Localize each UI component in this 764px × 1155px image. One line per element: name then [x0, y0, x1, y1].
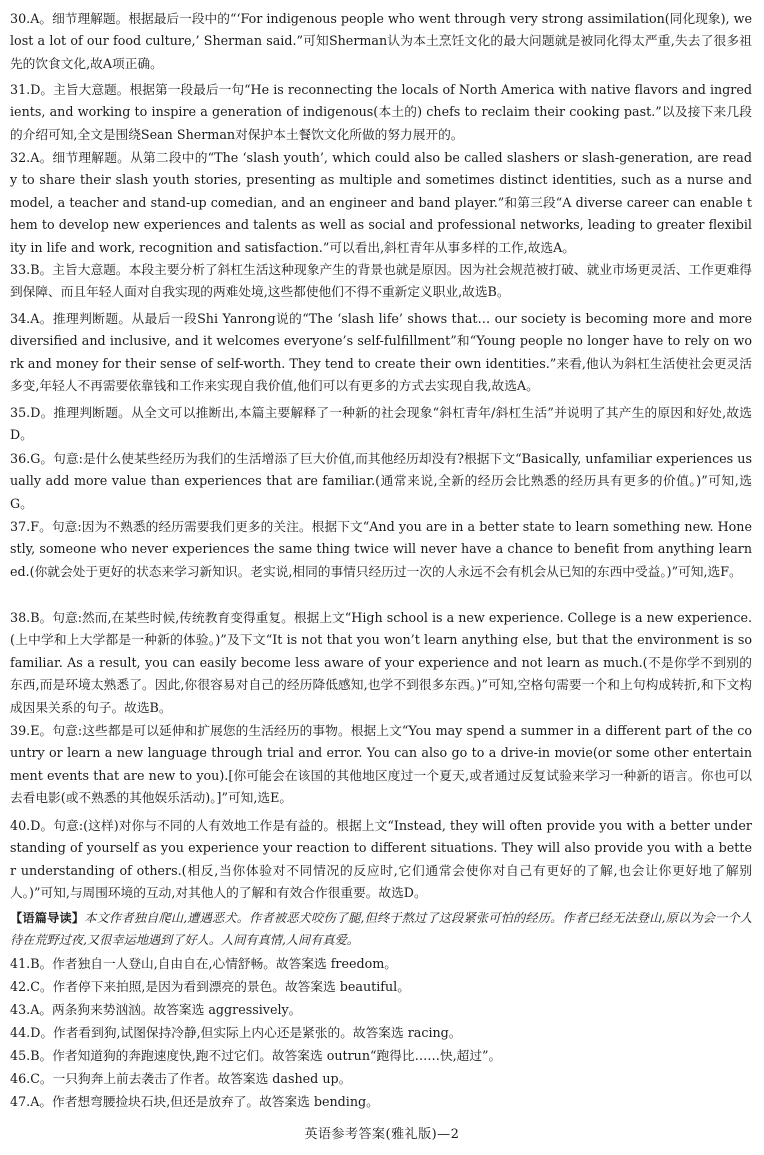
- answer-42: [10, 976, 752, 998]
- answer-number: 39.: [10, 723, 31, 738]
- answer-46: [10, 1068, 752, 1090]
- answer-30: [10, 8, 752, 75]
- answer-37: [10, 516, 752, 583]
- answer-number: 33.: [10, 262, 31, 277]
- answer-number: 40.: [10, 818, 31, 833]
- answer-text: D。句意:(这样)对你与不同的人有效地工作是有益的。根据上文“Instead, they will often provide you with a better understanding of yourself as you experience your reaction to different situations. They will also provide you with a better understanding of others.(相反,当你体验对不同情况的反应时,它们通常会使你对自己有更好的了解,也会让你更好地了解别人。)”可知,与周围环境的互动,对其他人的了解和有效合作很重要。故选D。: [10, 818, 752, 901]
- answer-39: [10, 720, 752, 810]
- answer-number: 37.: [10, 519, 31, 534]
- passage-guide-body: 本文作者独自爬山,遭遇恶犬。作者被恶犬咬伤了腿,但终于熬过了这段紧张可怕的经历。作者已经无法登山,原以为会一个人待在荒野过夜,又很幸运地遇到了好人。人间有真情,人间有真爱。: [10, 911, 753, 948]
- answer-text: G。句意:是什么使某些经历为我们的生活增添了巨大价值,而其他经历却没有?根据下文“Basically, unfamiliar experiences usually add more value than experiences that are familiar.(通常来说,全新的经历会比熟悉的经历具有更多的价值。)”可知,选G。: [10, 451, 752, 511]
- answer-text: A。两条狗来势汹汹。故答案选 aggressively。: [30, 1002, 302, 1017]
- answer-text: D。主旨大意题。根据第一段最后一句“He is reconnecting the locals of North America with native flavors and ingredients, and working to inspire a generation of indigenous(本土的) chefs to reclaim their cooking past.”以及接下来几段的介绍可知,全文是围绕Sean Sherman对保护本土餐饮文化所做的努力展开的。: [10, 82, 752, 142]
- answer-41: [10, 953, 752, 975]
- answer-number: 47.: [10, 1094, 31, 1109]
- answer-45: [10, 1045, 752, 1067]
- answer-text: F。句意:因为不熟悉的经历需要我们更多的关注。根据下文“And you are in a better state to learn something new. Honestly, someone who never experiences the same thing twice will never have a chance to benefit from anything learned.(你就会处于更好的状态来学习新知识。老实说,相同的事情只经历过一次的人永远不会有机会从已知的东西中受益。)”可知,选F。: [10, 519, 752, 579]
- answer-number: 36.: [10, 451, 31, 466]
- answer-43: [10, 999, 752, 1021]
- answer-number: 32.: [10, 150, 31, 165]
- answer-text: D。作者看到狗,试图保持冷静,但实际上内心还是紧张的。故答案选 racing。: [30, 1025, 462, 1040]
- page-footer: 英语参考答案(雅礼版)—2: [304, 1127, 460, 1142]
- answer-text: D。推理判断题。从全文可以推断出,本篇主要解释了一种新的社会现象“斜杠青年/斜杠生活”并说明了其产生的原因和好处,故选D。: [10, 405, 752, 443]
- answer-text: B。作者知道狗的奔跑速度快,跑不过它们。故答案选 outrun“跑得比……快,超过”。: [30, 1048, 502, 1063]
- answer-number: 44.: [10, 1025, 31, 1040]
- answer-text: B。主旨大意题。本段主要分析了斜杠生活这种现象产生的背景也就是原因。因为社会规范被打破、就业市场更灵活、工作更难得到保障、而且年轻人面对自我实现的两难处境,这些都使他们不得不重新定义职业,故选B。: [10, 262, 752, 300]
- answer-number: 41.: [10, 956, 31, 971]
- answer-number: 35.: [10, 405, 31, 420]
- answer-number: 43.: [10, 1002, 31, 1017]
- answer-number: 30.: [10, 11, 31, 26]
- answer-text: A。作者想弯腰捡块石块,但还是放弃了。故答案选 bending。: [30, 1094, 379, 1109]
- answer-35: [10, 402, 752, 447]
- answer-number: 34.: [10, 311, 31, 326]
- passage-guide: [10, 907, 752, 952]
- answer-47: [10, 1091, 752, 1113]
- answer-number: 31.: [10, 82, 31, 97]
- passage-guide-title: 【语篇导读】: [10, 911, 85, 925]
- answer-text: E。句意:这些都是可以延伸和扩展您的生活经历的事物。根据上文“You may spend a summer in a different part of the country or learn a new language through trial and error. You can also go to a drive-in movie(or some other entertainment events that are new to you).[你可能会在该国的其他地区度过一个夏天,或者通过反复试验来学习一种新的语言。你也可以去看电影(或不熟悉的其他娱乐活动)。]”可知,选E。: [10, 723, 752, 806]
- answer-34: [10, 308, 752, 398]
- answer-text: C。作者停下来拍照,是因为看到漂亮的景色。故答案选 beautiful。: [30, 979, 410, 994]
- answer-36: [10, 448, 752, 515]
- answer-text: C。一只狗奔上前去袭击了作者。故答案选 dashed up。: [30, 1071, 352, 1086]
- answer-38: [10, 607, 752, 719]
- answer-text: A。细节理解题。根据最后一段中的“‘For indigenous people who went through very strong assimilation(同化现象), we lost a lot of our food culture,’ Sherman said.”可知Sherman认为本土烹饪文化的最大问题就是被同化得太严重,失去了很多祖先的饮食文化,故A项正确。: [10, 11, 752, 71]
- answer-text: B。作者独自一人登山,自由自在,心情舒畅。故答案选 freedom。: [30, 956, 397, 971]
- answer-text: A。推理判断题。从最后一段Shi Yanrong说的“The ‘slash life’ shows that… our society is becoming more and more diversified and inclusive, and it welcomes everyone’s self-fulfillment”和“Young people no longer have to rely on work and money for their sense of self-worth. They tend to create their own identities.”来看,他认为斜杠生活使社会更灵活多变,年轻人不再需要依靠钱和工作来实现自我价值,他们可以有更多的方式去实现自我,故选A。: [10, 311, 752, 394]
- answer-32: [10, 147, 752, 259]
- answer-number: 42.: [10, 979, 31, 994]
- answer-text: B。句意:然而,在某些时候,传统教育变得重复。根据上文“High school is a new experience. College is a new experience.(上中学和上大学都是一种新的体验。)”及下文“It is not that you won’t learn anything else, but that the environment is so familiar. As a result, you can easily become less aware of your experience and not learn as much.(不是你学不到别的东西,而是环境太熟悉了。因此,你很容易对自己的经历降低感知,也学不到很多东西。)”可知,空格句需要一个和上句构成转折,和下文构成因果关系的句子。故选B。: [10, 610, 752, 715]
- answer-number: 45.: [10, 1048, 31, 1063]
- answer-40: [10, 815, 752, 905]
- answer-number: 46.: [10, 1071, 31, 1086]
- answer-text: A。细节理解题。从第二段中的“The ‘slash youth’, which could also be called slashers or slash-generation, are ready to share their slash youth stories, presenting as multiple and sometimes distinct identities, such as a nurse and model, a teacher and stand-up comedian, and an engineer and band player.”和第三段“A diverse career can enable them to develop new experiences and talents as well as social and professional networks, leading to greater flexibility in life and work, recognition and satisfaction.”可以看出,斜杠青年从事多样的工作,故选A。: [10, 150, 752, 255]
- answer-33: [10, 259, 752, 304]
- answer-44: [10, 1022, 752, 1044]
- answer-number: 38.: [10, 610, 31, 625]
- answer-31: [10, 79, 752, 146]
